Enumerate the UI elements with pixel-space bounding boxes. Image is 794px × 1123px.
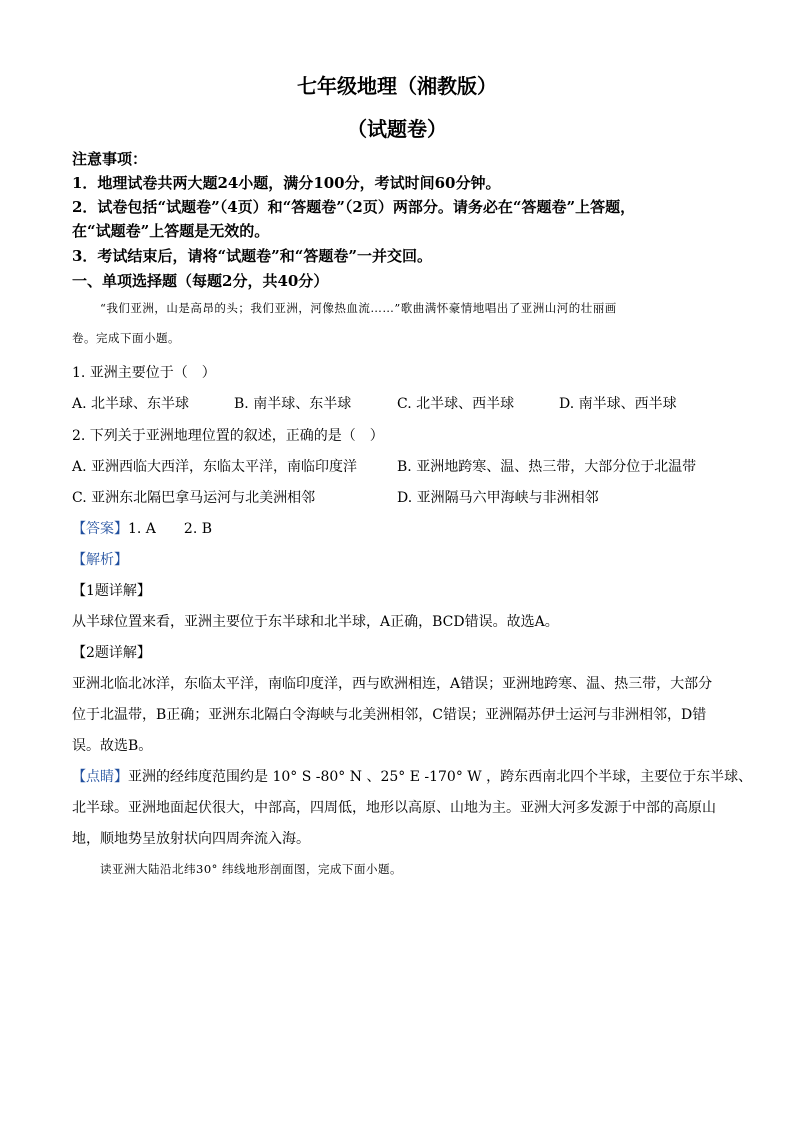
question-2-option-d[interactable]: D. 亚洲隔马六甲海峡与非洲相邻 (397, 490, 599, 506)
question-2-option-b[interactable]: B. 亚洲地跨寒、温、热三带，大部分位于北温带 (397, 459, 697, 475)
question-2-option-c[interactable]: C. 亚洲东北隔巴拿马运河与北美洲相邻 (72, 490, 316, 506)
question-1-option-a[interactable]: A. 北半球、东半球 (72, 396, 190, 412)
material-intro-line2: 卷。完成下面小题。 (72, 331, 180, 345)
detail-2-line-2: 位于北温带，B正确；亚洲东北隔白令海峡与北美洲相邻，C错误；亚洲隔苏伊士运河与非洲相邻，D错 (72, 707, 707, 723)
detail-1-label: 【1题详解】 (72, 583, 151, 599)
question-2-option-a[interactable]: A. 亚洲西临大西洋，东临太平洋，南临印度洋 (72, 459, 358, 475)
tip-line-2: 北半球。亚洲地面起伏很大，中部高，四周低，地形以高原、山地为主。亚洲大河多发源于中部的高原山 (72, 800, 716, 816)
analysis-label: 【解析】 (72, 552, 128, 568)
section-heading: 一、单项选择题（每题2分，共40分） (72, 272, 329, 290)
question-1-option-c[interactable]: C. 北半球、西半球 (397, 396, 515, 412)
notice-item-3: 3．考试结束后，请将“试题卷”和“答题卷”一并交回。 (72, 247, 432, 265)
question-2-stem: 2. 下列关于亚洲地理位置的叙述，正确的是（ ） (72, 428, 384, 444)
answer-row (72, 518, 722, 538)
page-subtitle: （试题卷） (347, 117, 447, 141)
page-title: 七年级地理（湘教版） (297, 74, 497, 98)
notice-item-1: 1．地理试卷共两大题24小题，满分100分，考试时间60分钟。 (72, 174, 501, 192)
notice-item-2: 2．试卷包括“试题卷”（4页）和“答题卷”（2页）两部分。请务必在“答题卷”上答题， (72, 198, 636, 216)
material-intro-line1: “我们亚洲，山是高昂的头；我们亚洲，河像热血流……”歌曲满怀豪情地唱出了亚洲山河的壮丽画 (100, 301, 617, 315)
question-1-stem: 1. 亚洲主要位于（ ） (72, 365, 216, 381)
tip-text-1: 亚洲的经纬度范围约是 10° S -80° N 、25° E -170° W ，跨东西南北四个半球，主要位于东半球、 (128, 769, 753, 785)
question-1-option-d[interactable]: D. 南半球、西半球 (559, 396, 677, 412)
detail-2-line-1: 亚洲北临北冰洋，东临太平洋，南临印度洋，西与欧洲相连，A错误；亚洲地跨寒、温、热三带，大部分 (72, 676, 713, 692)
tip-line-1 (72, 766, 753, 786)
notice-heading: 注意事项： (72, 150, 148, 168)
answer-label: 【答案】 (72, 521, 128, 537)
detail-2-label: 【2题详解】 (72, 645, 151, 661)
tip-line-3: 地，顺地势呈放射状向四周奔流入海。 (72, 831, 310, 847)
answer-value: 1. A 2. B (128, 521, 213, 537)
detail-2-line-3: 误。故选B。 (72, 738, 153, 754)
next-material-intro: 读亚洲大陆沿北纬30° 纬线地形剖面图，完成下面小题。 (100, 862, 403, 876)
tip-label: 【点睛】 (72, 769, 128, 785)
detail-1-text: 从半球位置来看，亚洲主要位于东半球和北半球，A正确，BCD错误。故选A。 (72, 614, 559, 630)
notice-item-2-cont: 在“试题卷”上答题是无效的。 (72, 222, 270, 240)
question-1-option-b[interactable]: B. 南半球、东半球 (234, 396, 352, 412)
